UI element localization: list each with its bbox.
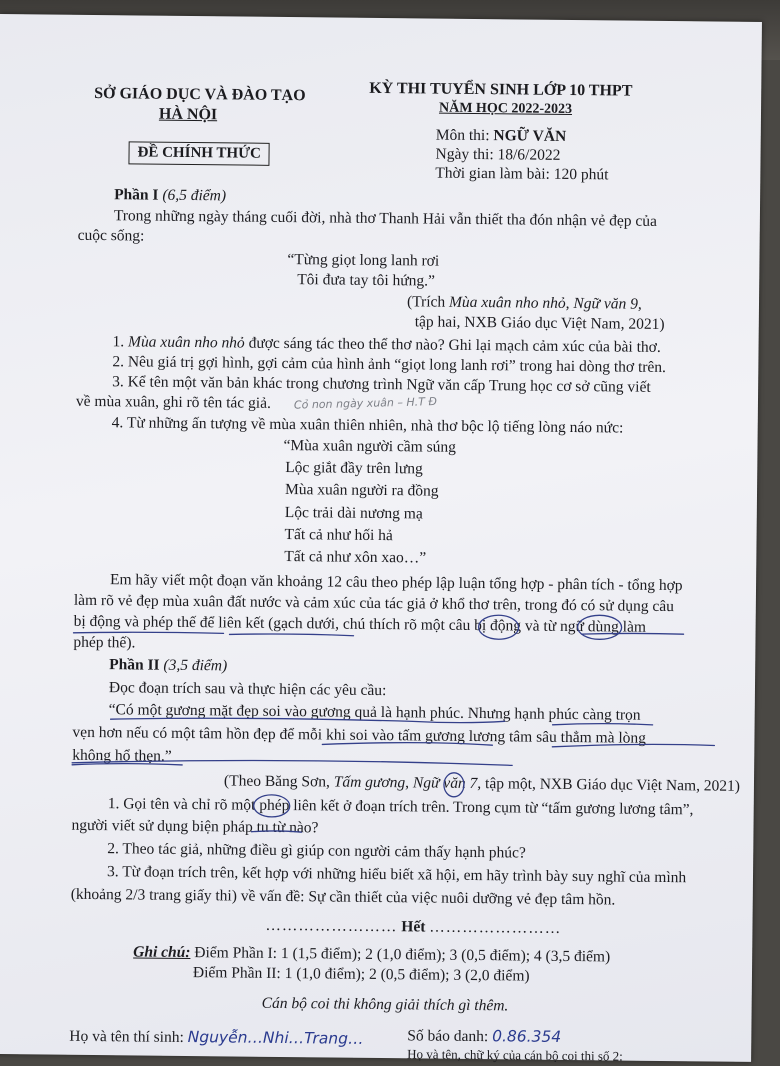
id-value: 0.86.354 xyxy=(492,1027,562,1046)
part1-question2: 2. Nêu giá trị gợi hình, gợi cảm của hình ảnh “giọt long lanh rơi” trong hai dòng thơ trên. xyxy=(112,353,667,376)
proctor-signature-line: Họ và tên, chữ ký của cán bộ coi thi số 2: xyxy=(407,1046,623,1064)
underline-substitution xyxy=(230,633,354,635)
poem2-line: “Mùa xuân người cầm súng xyxy=(283,436,457,456)
underline-quote-2 xyxy=(553,723,653,726)
task-line2: làm rõ vẻ đẹp mùa xuân đất nước và cảm xúc của tác giả ở khổ thơ trên, trong đó có sử dụng câu xyxy=(73,591,674,616)
part1-intro-line1: Trong những ngày tháng cuối đời, nhà thơ Thanh Hải vẫn thiết tha đón nhận vẻ đẹp của xyxy=(113,207,658,230)
source1-mid: , xyxy=(565,294,574,313)
score-note-line2: Điểm Phần II: 1 (1,0 điểm); 2 (0,5 điểm); 3 (2,0 điểm) xyxy=(192,964,530,985)
department-city: HÀ NỘI xyxy=(158,105,218,124)
task-line4: phép thế). xyxy=(73,633,136,652)
part2-question3-line2: (khoảng 2/3 trang giấy thi) về vấn đề: Sự cần thiết của việc nuôi dưỡng vẻ đẹp tâm hồn. xyxy=(70,885,616,909)
source1-title: Mùa xuân nho nhỏ xyxy=(448,293,566,312)
poem2-line: Tất cả như xôn xao…” xyxy=(284,548,427,567)
part1-title: Phần I xyxy=(114,186,159,204)
end-label: Hết xyxy=(401,918,426,936)
underline-quote-6 xyxy=(72,758,512,767)
source1-book: Ngữ văn 9 xyxy=(573,295,638,313)
part2-points: (3,5 điểm) xyxy=(163,656,228,675)
circle-mot xyxy=(254,795,290,817)
source2-title: Tấm gương xyxy=(333,773,406,792)
exam-title: KỲ THI TUYỂN SINH LỚP 10 THPT xyxy=(369,79,633,100)
ink-annotations xyxy=(0,14,762,1062)
part2-question1-line2: người viết sử dụng biện pháp tu từ nào? xyxy=(71,816,319,837)
id-label: Số báo danh: xyxy=(407,1027,493,1046)
part1-intro-line2: cuộc sống: xyxy=(77,226,145,245)
pencil-note: Cỏ non ngày xuân – H.T Đ xyxy=(293,395,438,412)
poem2-line: Lộc giắt đầy trên lưng xyxy=(285,459,423,478)
underline-quote-4 xyxy=(552,743,714,748)
subject-label: Môn thi: xyxy=(435,126,494,145)
quote-line3: không hổ thẹn.” xyxy=(72,746,172,765)
source2-end: , tập một, NXB Giáo dục Việt Nam, 2021) xyxy=(477,775,741,795)
end-dots-right: …………………… xyxy=(429,918,562,937)
q1-poem-title: Mùa xuân nho nhỏ xyxy=(127,333,245,352)
underline-quote-1 xyxy=(111,717,505,723)
note-text: Điểm Phần I: 1 (1,5 điểm); 2 (1,0 điểm); 3 (0,5 điểm); 4 (3,5 điểm) xyxy=(190,944,611,966)
source1-end: , xyxy=(637,295,642,313)
poem2-line: Tất cả như hối hả xyxy=(284,526,393,545)
q1-number: 1. xyxy=(112,333,129,351)
poem1-source-line2: tập hai, NXB Giáo dục Việt Nam, 2021) xyxy=(414,313,665,333)
source1-prefix: (Trích xyxy=(406,293,450,311)
underline-passive-2 xyxy=(582,633,684,635)
end-dots-left: …………………… xyxy=(265,916,398,936)
part2-question1-line1: 1. Gọi tên và chỉ rõ một phép liên kết ở đoạn trích trên. Trong cụm từ “tấm gương lương tâm”, xyxy=(107,795,694,819)
part2-question3-line1: 3. Từ đoạn trích trên, kết hợp với những hiểu biết xã hội, em hãy trình bày suy nghĩ của mình xyxy=(106,863,687,887)
poem2-line: Lộc trải dài nương mạ xyxy=(284,504,423,523)
source2-mid: , xyxy=(405,774,414,792)
circle-cau xyxy=(478,615,518,639)
subject-name: NGỮ VĂN xyxy=(493,127,567,145)
note-label: Ghi chú: xyxy=(133,943,191,962)
quote-line1: “Có một gương mặt đẹp soi vào gương quả là hạnh phúc. Nhưng hạnh phúc càng trọn xyxy=(108,701,641,724)
poem1-line2: Tôi đưa tay tôi hứng.” xyxy=(297,271,436,290)
underline-tu-tu xyxy=(251,831,301,833)
part1-points: (6,5 điểm) xyxy=(162,186,227,205)
exam-paper xyxy=(0,14,762,1062)
part1-question3-line2: về mùa xuân, ghi rõ tên tác giả. xyxy=(75,392,272,412)
poem2-line: Mùa xuân người ra đồng xyxy=(284,481,439,500)
part1-question3-line1: 3. Kể tên một văn bản khác trong chương trình Ngữ văn cấp Trung học cơ sở cũng viết xyxy=(112,373,651,396)
exam-duration: Thời gian làm bài: 120 phút xyxy=(435,164,609,184)
underline-quote-5 xyxy=(72,763,182,766)
part1-question4: 4. Từ những ấn tượng về mùa xuân thiên nhiên, nhà thơ bộc lộ tiếng lòng náo nức: xyxy=(111,414,624,437)
official-badge: ĐỀ CHÍNH THỨC xyxy=(128,141,270,165)
poem1-line1: “Từng giọt long lanh rơi xyxy=(287,251,440,270)
name-label: Họ và tên thí sinh: xyxy=(69,1027,188,1047)
part2-question2: 2. Theo tác giả, những điều gì giúp con người cảm thấy hạnh phúc? xyxy=(107,840,526,862)
task-line3: bị động và phép thế để liên kết (gạch dưới, chú thích rõ một câu bị động và từ ngữ dùng làm xyxy=(73,612,647,636)
underline-passive-sentence xyxy=(74,631,224,634)
name-value: Nguyễn…Nhi…Trang… xyxy=(187,1028,364,1048)
exam-date: Ngày thi: 18/6/2022 xyxy=(435,145,561,164)
quote-line2: vẹn hơn nếu có một tâm hồn đẹp để mỗi khi soi vào tấm gương lương tâm sâu thẳm mà lòng xyxy=(72,723,647,747)
task-line1: Em hãy viết một đoạn văn khoảng 12 câu theo phép lập luận tổng hợp - phân tích - tổng hợp xyxy=(109,571,683,595)
part2-intro: Đọc đoạn trích sau và thực hiện các yêu cầu: xyxy=(108,679,387,700)
part2-title: Phần II xyxy=(109,656,160,674)
school-year: NĂM HỌC 2022-2023 xyxy=(438,100,573,117)
underline-quote-3 xyxy=(322,742,492,747)
circle-tu-ngu xyxy=(577,615,621,639)
q1-rest: được sáng tác theo thể thơ nào? Ghi lại mạch cảm xúc của bài thơ. xyxy=(244,334,661,356)
source2-prefix: (Theo Băng Sơn, xyxy=(223,772,334,791)
proctor-note: Cán bộ coi thi không giải thích gì thêm. xyxy=(261,994,509,1015)
source2-book: Ngữ văn 7 xyxy=(412,774,478,793)
circle-book-number xyxy=(444,773,464,797)
department-name: SỞ GIÁO DỤC VÀ ĐÀO TẠO xyxy=(94,84,306,105)
